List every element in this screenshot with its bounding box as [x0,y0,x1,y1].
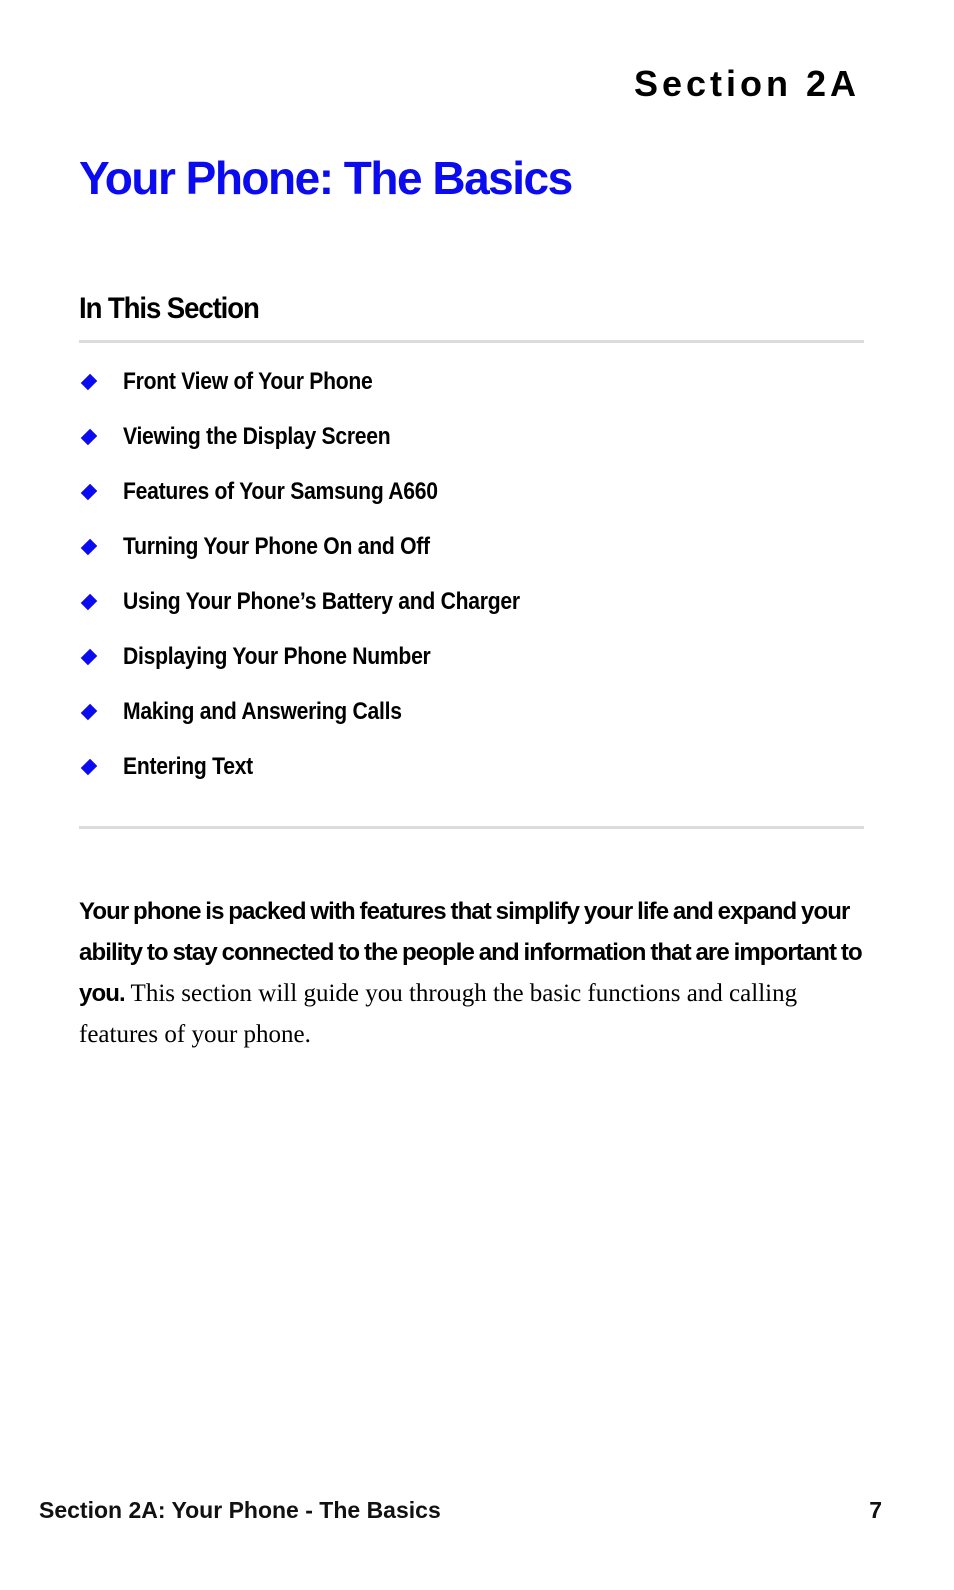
toc-item [79,464,864,519]
toc-item-label: Viewing the Display Screen [123,422,391,450]
toc-item [79,519,864,574]
diamond-bullet-icon [81,483,98,500]
footer-running-title: Section 2A: Your Phone - The Basics [39,1497,441,1523]
chapter-title: Your Phone: The Basics [79,152,572,204]
diamond-bullet-icon [81,538,98,555]
toc-item-label: Entering Text [123,752,253,780]
toc-bottom-divider [79,826,864,829]
toc-item [79,574,864,629]
diamond-bullet-icon [81,648,98,665]
intro-bold-text: Your phone is packed with features that simplify your life and expand your ability to stay connected to the people and information that are important to you. [79,898,862,1007]
toc-item [79,354,864,409]
toc-item [79,739,864,794]
section-label: Section 2A [633,63,860,104]
diamond-bullet-icon [81,703,98,720]
toc-item [79,409,864,464]
toc-item-label: Turning Your Phone On and Off [123,532,430,560]
toc-item-label: Front View of Your Phone [123,367,373,395]
intro-paragraph [79,893,874,1057]
toc-item-label: Using Your Phone’s Battery and Charger [123,587,520,615]
diamond-bullet-icon [81,758,98,775]
intro-regular-text: This section will guide you through the basic functions and calling features of your phone. [79,980,798,1048]
toc-item-label: Making and Answering Calls [123,697,402,725]
diamond-bullet-icon [81,373,98,390]
diamond-bullet-icon [81,593,98,610]
toc-list [79,354,864,794]
diamond-bullet-icon [81,428,98,445]
toc-item [79,684,864,739]
toc-heading: In This Section [79,292,259,325]
toc-item [79,629,864,684]
toc-top-divider [79,340,864,343]
page-number: 7 [869,1497,882,1523]
toc-item-label: Displaying Your Phone Number [123,642,431,670]
toc-item-label: Features of Your Samsung A660 [123,477,438,505]
